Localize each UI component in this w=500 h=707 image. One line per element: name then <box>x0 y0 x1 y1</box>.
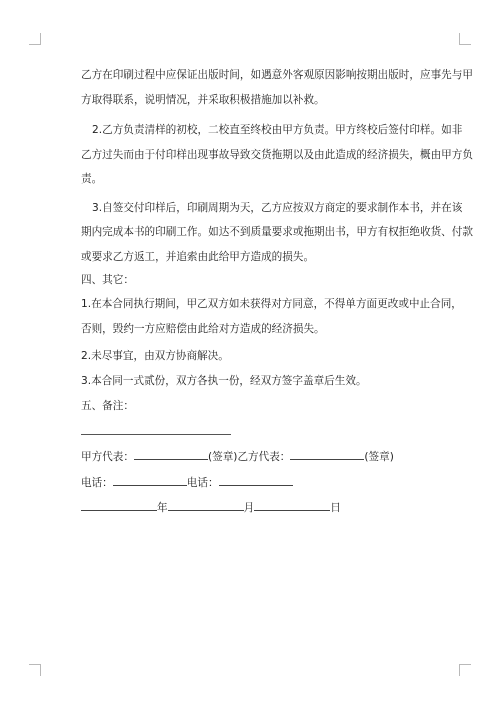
party-a-label: 甲方代表： <box>81 451 134 463</box>
phone-label: 电话： <box>81 477 113 489</box>
phone-blank <box>219 475 293 486</box>
crop-mark-top-right <box>459 33 471 45</box>
signature-rule <box>81 434 231 435</box>
day-label: 日 <box>330 502 341 514</box>
party-b-blank <box>290 449 364 460</box>
party-b-label: 乙方代表： <box>237 451 291 463</box>
paragraph-line: 乙方过失而由于付印样出现事故导致交货拖期以及由此造成的经济损失，概由甲方负 <box>81 149 473 161</box>
date-line <box>81 500 341 515</box>
phone-blank <box>113 475 187 486</box>
paragraph-line: 责。 <box>81 173 103 185</box>
party-a-blank <box>134 449 208 460</box>
day-blank <box>254 500 330 511</box>
year-blank <box>81 500 157 511</box>
section-heading: 四、其它： <box>81 274 134 286</box>
paragraph-line: 乙方在印刷过程中应保证出版时间，如遇意外客观原因影响按期出版时，应事先与甲 <box>81 69 473 81</box>
phone-line <box>81 475 293 490</box>
paragraph-line: 否则，毁约一方应赔偿由此给对方造成的经济损失。 <box>81 323 325 335</box>
paragraph-line: 或要求乙方返工，并追索由此给甲方造成的损失。 <box>81 251 315 263</box>
paragraph-line: 期内完成本书的印刷工作。如达不到质量要求或拖期出书，甲方有权拒绝收货、付款 <box>81 226 473 238</box>
sign-seal-label: (签章) <box>207 451 238 463</box>
crop-mark-top-left <box>29 33 41 45</box>
month-label: 月 <box>243 502 255 514</box>
phone-label: 电话： <box>186 477 219 489</box>
representative-line <box>81 449 394 464</box>
crop-mark-bottom-right <box>459 664 471 676</box>
paragraph-line: 1.在本合同执行期间，甲乙双方如未获得对方同意，不得单方面更改或中止合同， <box>81 298 462 310</box>
year-label: 年 <box>157 502 168 514</box>
paragraph-line: 2.乙方负责清样的初校，二校直至终校由甲方负责。甲方终校后签付印样。如非 <box>92 124 463 136</box>
paragraph-line: 2.未尽事宜，由双方协商解决。 <box>81 350 229 362</box>
paragraph-line: 3.自签交付印样后，印刷周期为天，乙方应按双方商定的要求制作本书，并在该 <box>92 202 463 214</box>
paragraph-line: 方取得联系，说明情况，并采取积极措施加以补救。 <box>81 94 325 106</box>
paragraph-line: 3.本合同一式贰份，双方各执一份，经双方签字盖章后生效。 <box>81 375 367 387</box>
sign-seal-label: (签章) <box>364 451 394 463</box>
month-blank <box>168 500 244 511</box>
crop-mark-bottom-left <box>29 664 41 676</box>
section-heading: 五、备注： <box>81 400 134 412</box>
